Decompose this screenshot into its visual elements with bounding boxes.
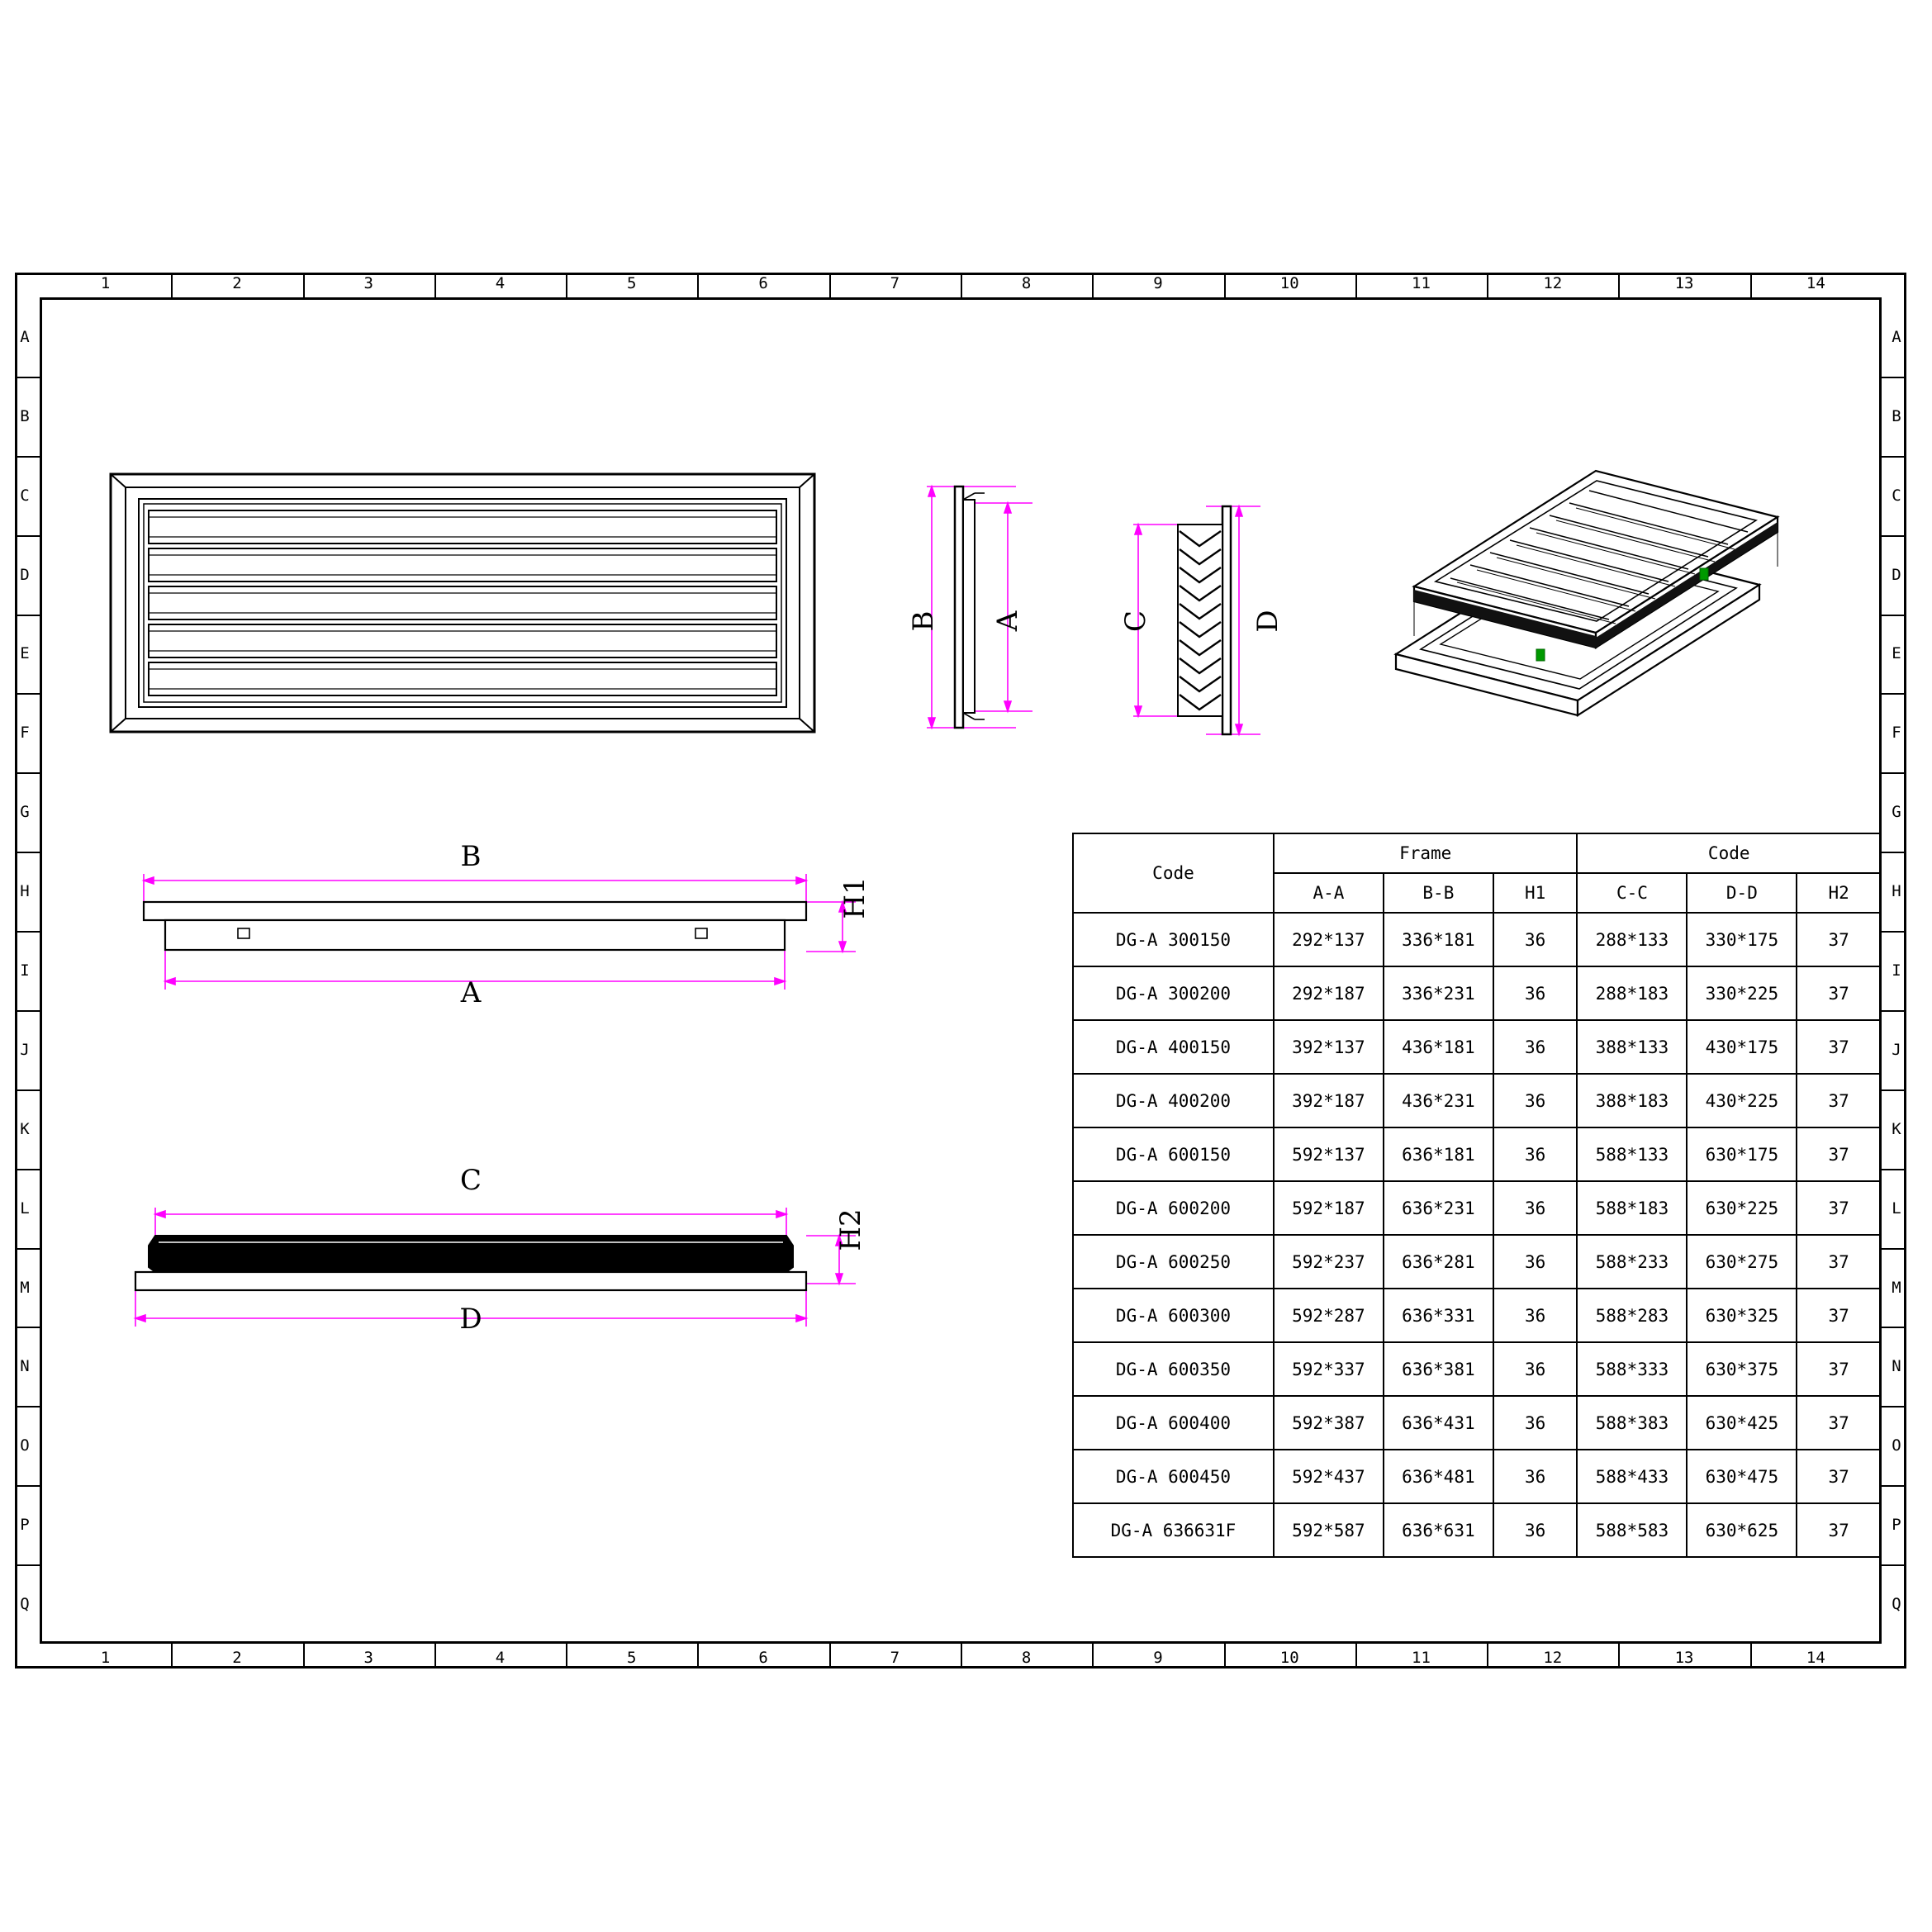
table-header-row-1 [1073,833,1881,873]
table-row [1073,1127,1881,1181]
zone-tick [1882,1327,1906,1328]
zone-row-label-right: C [1892,486,1901,505]
zone-col-label-top: 5 [627,274,637,292]
cell-aa: 392*137 [1274,1020,1384,1074]
cell-h2: 37 [1797,1289,1881,1342]
zone-tick [566,1644,567,1669]
zone-row-label-left: K [20,1119,30,1138]
cell-aa: 592*287 [1274,1289,1384,1342]
zone-tick [15,852,40,853]
zone-tick [1882,931,1906,933]
table-row [1073,1396,1881,1450]
zone-row-label-right: N [1892,1357,1901,1376]
zone-tick [15,615,40,616]
cell-bb: 636*231 [1384,1181,1493,1235]
zone-row-label-right: M [1892,1278,1901,1297]
zone-tick [1882,377,1906,378]
zone-col-label-top: 6 [758,274,768,292]
zone-col-label-top: 2 [232,274,242,292]
specification-table [1072,833,1882,1558]
zone-tick [15,1010,40,1012]
zone-col-label-top: 3 [363,274,373,292]
zone-row-label-right: J [1892,1040,1901,1059]
zone-tick [1224,273,1226,297]
header-frame: Frame [1274,833,1578,873]
zone-row-label-left: P [20,1516,30,1535]
cell-cc: 588*383 [1577,1396,1687,1450]
header-aa: A-A [1274,873,1384,913]
zone-col-label-bottom: 6 [758,1649,768,1667]
zone-col-label-bottom: 1 [100,1649,111,1667]
cell-bb: 636*331 [1384,1289,1493,1342]
zone-row-label-right: B [1892,406,1901,425]
cell-aa: 592*187 [1274,1181,1384,1235]
zone-row-label-left: I [20,961,30,980]
zone-col-label-bottom: 9 [1153,1649,1163,1667]
cell-aa: 592*587 [1274,1503,1384,1557]
zone-tick [697,1644,699,1669]
zone-col-label-bottom: 7 [890,1649,900,1667]
cell-aa: 392*187 [1274,1074,1384,1127]
zone-col-label-bottom: 8 [1021,1649,1032,1667]
cell-h2: 37 [1797,1181,1881,1235]
zone-row-label-left: M [20,1278,30,1297]
cell-dd: 430*225 [1687,1074,1797,1127]
zone-tick [1882,1406,1906,1407]
zone-tick [1882,1169,1906,1170]
zone-row-label-left: E [20,644,30,663]
cell-aa: 292*187 [1274,966,1384,1020]
zone-col-label-top: 4 [495,274,506,292]
zone-col-label-top: 12 [1543,274,1563,292]
table-header [1073,833,1881,913]
zone-tick [15,772,40,774]
header-code: Code [1073,833,1274,913]
cell-h1: 36 [1493,1020,1578,1074]
zone-row-label-left: N [20,1357,30,1376]
side-view-label-b: B [907,610,940,632]
zone-tick [961,273,962,297]
side-view-label-a: A [991,610,1024,632]
cell-cc: 288*183 [1577,966,1687,1020]
zone-col-label-top: 14 [1806,274,1825,292]
cell-dd: 430*175 [1687,1020,1797,1074]
zone-tick [15,377,40,378]
header-cc: C-C [1577,873,1687,913]
zone-tick [171,1644,173,1669]
cell-aa: 292*137 [1274,913,1384,966]
table-row [1073,1503,1881,1557]
zone-tick [1882,852,1906,853]
cell-cc: 388*183 [1577,1074,1687,1127]
cell-bb: 636*481 [1384,1450,1493,1503]
zone-col-label-bottom: 10 [1279,1649,1299,1667]
zone-tick [1092,1644,1094,1669]
cell-cc: 588*583 [1577,1503,1687,1557]
zone-row-label-left: C [20,486,30,505]
cell-aa: 592*337 [1274,1342,1384,1396]
zone-row-label-left: Q [20,1595,30,1614]
cell-dd: 330*225 [1687,966,1797,1020]
cell-bb: 636*631 [1384,1503,1493,1557]
zone-row-label-right: D [1892,565,1901,584]
cell-bb: 636*181 [1384,1127,1493,1181]
cell-aa: 592*237 [1274,1235,1384,1289]
zone-tick [15,1327,40,1328]
zone-row-label-right: L [1892,1199,1901,1218]
zone-tick [434,273,436,297]
zone-row-label-left: A [20,327,30,346]
cell-cc: 588*333 [1577,1342,1687,1396]
zone-tick [1882,456,1906,458]
zone-col-label-bottom: 2 [232,1649,242,1667]
table-row [1073,1181,1881,1235]
zone-tick [1750,273,1752,297]
zone-tick [15,535,40,537]
zone-tick [1882,772,1906,774]
zone-tick [1618,273,1620,297]
cell-bb: 636*281 [1384,1235,1493,1289]
cell-dd: 630*475 [1687,1450,1797,1503]
cell-dd: 630*225 [1687,1181,1797,1235]
zone-tick [15,1089,40,1091]
table-row [1073,1342,1881,1396]
zone-tick [697,273,699,297]
zone-row-label-left: G [20,803,30,822]
cell-bb: 336*231 [1384,966,1493,1020]
zone-tick [15,1406,40,1407]
cell-h2: 37 [1797,966,1881,1020]
cell-bb: 636*431 [1384,1396,1493,1450]
cell-h2: 37 [1797,1074,1881,1127]
cell-h2: 37 [1797,1396,1881,1450]
zone-tick [1882,1564,1906,1566]
cell-dd: 630*275 [1687,1235,1797,1289]
cell-cc: 588*283 [1577,1289,1687,1342]
cell-h1: 36 [1493,1289,1578,1342]
cell-code: DG-A 300200 [1073,966,1274,1020]
plan-top-label-a: A [460,976,482,1009]
cell-h1: 36 [1493,1450,1578,1503]
cell-bb: 436*181 [1384,1020,1493,1074]
zone-row-label-left: L [20,1199,30,1218]
cell-code: DG-A 600450 [1073,1450,1274,1503]
cell-h1: 36 [1493,1342,1578,1396]
zone-tick [1487,1644,1488,1669]
cell-aa: 592*387 [1274,1396,1384,1450]
cell-code: DG-A 636631F [1073,1503,1274,1557]
zone-tick [1750,1644,1752,1669]
cell-h2: 37 [1797,1342,1881,1396]
cell-h1: 36 [1493,1235,1578,1289]
cell-h1: 36 [1493,1396,1578,1450]
zone-row-label-left: J [20,1040,30,1059]
zone-col-label-top: 13 [1674,274,1694,292]
zone-col-label-bottom: 13 [1674,1649,1694,1667]
cell-dd: 630*425 [1687,1396,1797,1450]
table-row [1073,1074,1881,1127]
zone-tick [1487,273,1488,297]
zone-tick [15,456,40,458]
zone-col-label-bottom: 14 [1806,1649,1825,1667]
zone-col-label-top: 7 [890,274,900,292]
table-row [1073,913,1881,966]
cell-h2: 37 [1797,1020,1881,1074]
zone-tick [1224,1644,1226,1669]
header-h2: H2 [1797,873,1881,913]
cell-bb: 436*231 [1384,1074,1493,1127]
zone-col-label-bottom: 4 [495,1649,506,1667]
cell-h1: 36 [1493,1127,1578,1181]
table-row [1073,966,1881,1020]
cell-code: DG-A 600150 [1073,1127,1274,1181]
cell-aa: 592*137 [1274,1127,1384,1181]
zone-tick [829,1644,831,1669]
zone-col-label-top: 1 [100,274,111,292]
zone-tick [1355,1644,1357,1669]
zone-row-label-right: O [1892,1436,1901,1455]
zone-row-label-right: K [1892,1119,1901,1138]
table-row [1073,1289,1881,1342]
zone-col-label-bottom: 3 [363,1649,373,1667]
cell-cc: 588*433 [1577,1450,1687,1503]
zone-tick [1092,273,1094,297]
zone-tick [1882,615,1906,616]
cell-h2: 37 [1797,1235,1881,1289]
cell-code: DG-A 400150 [1073,1020,1274,1074]
plan-view-top [107,859,892,1028]
zone-col-label-top: 9 [1153,274,1163,292]
cell-cc: 588*183 [1577,1181,1687,1235]
header-dd: D-D [1687,873,1797,913]
isometric-view [1371,388,1883,738]
cell-h1: 36 [1493,1181,1578,1235]
zone-col-label-bottom: 5 [627,1649,637,1667]
zone-col-label-top: 11 [1412,274,1431,292]
zone-tick [303,273,305,297]
plan-bottom-label-c: C [459,1164,482,1197]
cell-cc: 288*133 [1577,913,1687,966]
cell-h2: 37 [1797,1503,1881,1557]
zone-tick [1355,273,1357,297]
cell-h1: 36 [1493,913,1578,966]
zone-tick [434,1644,436,1669]
cell-h1: 36 [1493,1503,1578,1557]
header-bb: B-B [1384,873,1493,913]
zone-row-label-left: H [20,882,30,901]
cell-code: DG-A 600250 [1073,1235,1274,1289]
plan-bottom-label-h2: H2 [834,1208,867,1251]
cell-dd: 630*175 [1687,1127,1797,1181]
table-row [1073,1450,1881,1503]
cell-bb: 336*181 [1384,913,1493,966]
table-body [1073,913,1881,1557]
plan-view-bottom [107,1181,892,1366]
zone-col-label-bottom: 12 [1543,1649,1563,1667]
zone-row-label-right: P [1892,1516,1901,1535]
zone-col-label-bottom: 11 [1412,1649,1431,1667]
cell-code: DG-A 400200 [1073,1074,1274,1127]
cell-cc: 588*233 [1577,1235,1687,1289]
zone-tick [1882,1010,1906,1012]
zone-tick [15,1564,40,1566]
zone-row-label-right: H [1892,882,1901,901]
zone-tick [1882,693,1906,695]
zone-tick [1882,1089,1906,1091]
cell-dd: 630*375 [1687,1342,1797,1396]
zone-tick [1882,535,1906,537]
cell-h1: 36 [1493,1074,1578,1127]
zone-tick [15,693,40,695]
zone-row-label-left: D [20,565,30,584]
zone-tick [1618,1644,1620,1669]
zone-tick [829,273,831,297]
cell-h1: 36 [1493,966,1578,1020]
zone-col-label-top: 8 [1021,274,1032,292]
zone-row-label-left: F [20,724,30,743]
section-label-d: D [1251,610,1284,633]
zone-tick [1882,1248,1906,1250]
zone-row-label-right: G [1892,803,1901,822]
cell-code: DG-A 600300 [1073,1289,1274,1342]
zone-col-label-top: 10 [1279,274,1299,292]
header-h1: H1 [1493,873,1578,913]
zone-row-label-left: O [20,1436,30,1455]
cell-code: DG-A 600350 [1073,1342,1274,1396]
plan-bottom-label-d: D [459,1303,482,1336]
table-row [1073,1235,1881,1289]
cell-aa: 592*437 [1274,1450,1384,1503]
plan-top-label-h1: H1 [838,876,871,919]
cell-h2: 37 [1797,1127,1881,1181]
zone-row-label-right: A [1892,327,1901,346]
cell-code: DG-A 600200 [1073,1181,1274,1235]
zone-row-label-right: F [1892,724,1901,743]
table-row [1073,1020,1881,1074]
cell-cc: 588*133 [1577,1127,1687,1181]
cell-dd: 630*325 [1687,1289,1797,1342]
cell-dd: 630*625 [1687,1503,1797,1557]
cell-h2: 37 [1797,1450,1881,1503]
zone-tick [15,1248,40,1250]
zone-row-label-right: E [1892,644,1901,663]
zone-row-label-left: B [20,406,30,425]
plan-top-label-b: B [460,840,482,873]
cell-h2: 37 [1797,913,1881,966]
zone-tick [961,1644,962,1669]
cell-cc: 388*133 [1577,1020,1687,1074]
zone-tick [303,1644,305,1669]
section-label-c: C [1119,610,1152,633]
cell-code: DG-A 600400 [1073,1396,1274,1450]
zone-tick [15,1169,40,1170]
zone-tick [566,273,567,297]
cell-dd: 330*175 [1687,913,1797,966]
header-code-2: Code [1577,833,1881,873]
zone-tick [15,931,40,933]
zone-tick [15,1485,40,1487]
cell-bb: 636*381 [1384,1342,1493,1396]
zone-row-label-right: Q [1892,1595,1901,1614]
cell-code: DG-A 300150 [1073,913,1274,966]
zone-tick [1882,1485,1906,1487]
front-view [107,471,818,738]
zone-row-label-right: I [1892,961,1901,980]
zone-tick [171,273,173,297]
